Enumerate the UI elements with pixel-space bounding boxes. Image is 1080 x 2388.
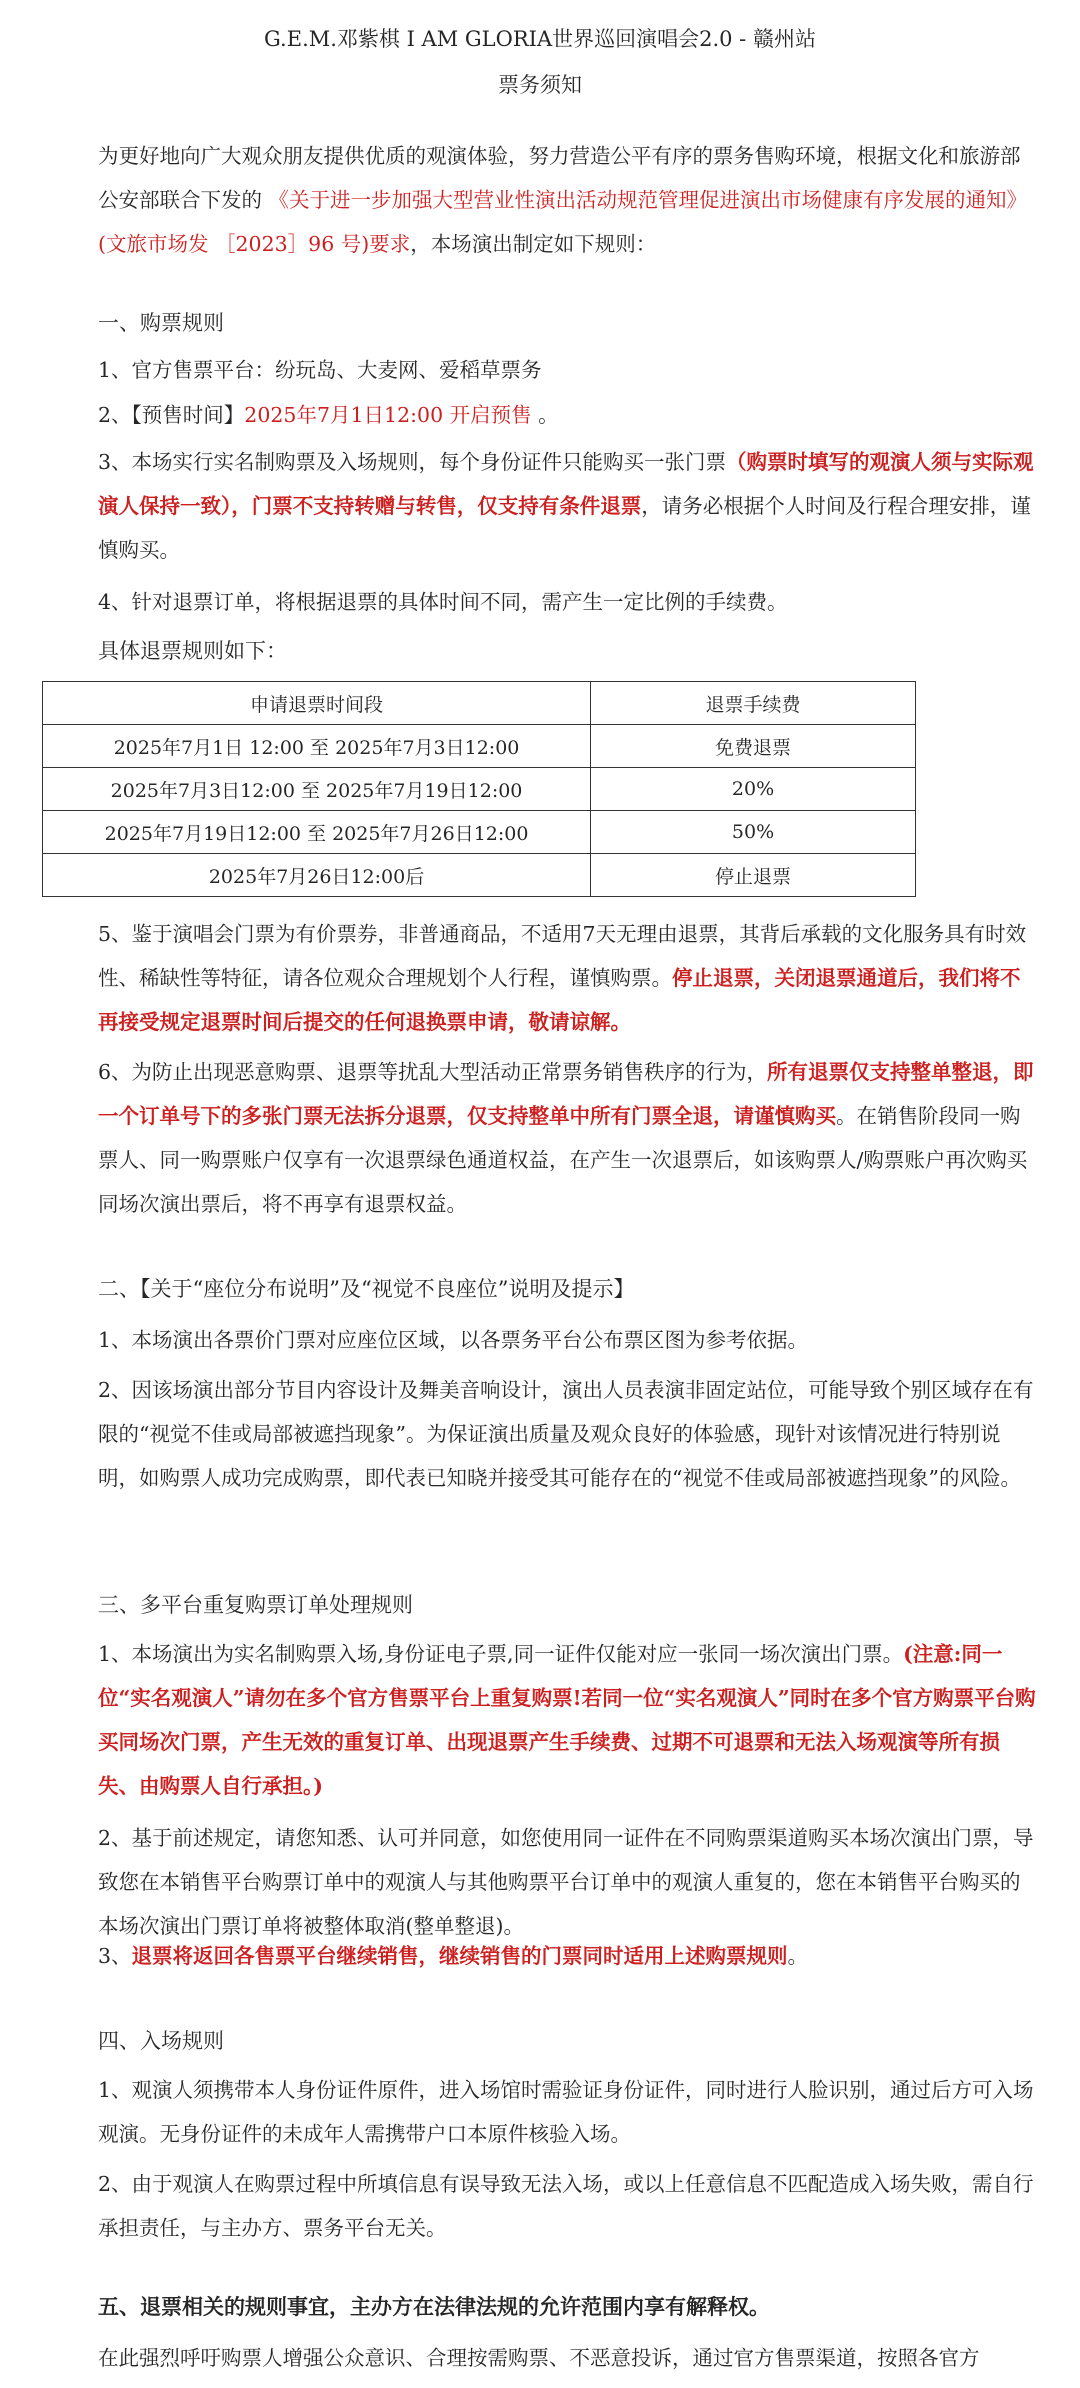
section2-item2: 2、因该场演出部分节目内容设计及舞美音响设计，演出人员表演非固定站位，可能导致个别区域存在有限的“视觉不佳或局部被遮挡现象”。为保证演出质量及观众良好的体验感，现针对该情况进行特别说明，如购票人成功完成购票，即代表已知晓并接受其可能存在的“视觉不佳或局部被遮挡现象”的风险。	[98, 1378, 1034, 1490]
section1-heading: 一、购票规则	[98, 311, 224, 335]
section4-item1: 1、观演人须携带本人身份证件原件，进入场馆时需验证身份证件，同时进行人脸识别，通过后方可入场观演。无身份证件的未成年人需携带户口本原件核验入场。	[98, 2078, 1034, 2146]
section5-text: 在此强烈呼吁购票人增强公众意识、合理按需购票、不恶意投诉，通过官方售票渠道，按照各官方	[98, 2346, 980, 2370]
item5-text-red: 停止退票，关闭退票通道后，我们将不再接受规定退票时间后提交的任何退换票申请，敬请谅解。	[98, 966, 1021, 1034]
s3-item1-text-a: 1、本场演出为实名制购票入场,身份证电子票,同一证件仅能对应一张同一场次演出门票。	[98, 1642, 904, 1666]
item3-text-a: 3、本场实行实名制购票及入场规则，每个身份证件只能购买一张门票	[98, 450, 727, 474]
presale-label: 2、【预售时间】	[98, 403, 245, 427]
table-row	[43, 725, 916, 768]
section3-item2: 2、基于前述规定，请您知悉、认可并同意，如您使用同一证件在不同购票渠道购买本场次演出门票，导致您在本销售平台购票订单中的观演人与其他购票平台订单中的观演人重复的，您在本销售平台购买的本场次演出门票订单将被整体取消(整单整退)。	[98, 1826, 1034, 1938]
section3-item3	[98, 1934, 1038, 1978]
row-fee: 20%	[591, 768, 916, 811]
intro-text-b: ，本场演出制定如下规则：	[410, 232, 657, 256]
item5-text-a: 5、鉴于演唱会门票为有价票券，非普通商品，不适用7天无理由退票，其背后承载的文化服务具有时效性、稀缺性等特征，请各位观众合理规划个人行程，谨慎购票。	[98, 922, 1027, 990]
section4-heading: 四、入场规则	[98, 2029, 224, 2053]
section3-item1	[98, 1632, 1038, 1808]
section1-item4: 4、针对退票订单，将根据退票的具体时间不同，需产生一定比例的手续费。	[98, 590, 788, 614]
item6-text-red: 所有退票仅支持整单整退，即一个订单号下的多张门票无法拆分退票，仅支持整单中所有门票全退，请谨慎购买	[98, 1060, 1034, 1128]
s3-item3-text-a: 3、	[98, 1944, 132, 1968]
header-period: 申请退票时间段	[43, 682, 591, 725]
presale-time: 2025年7月1日12:00 开启预售	[244, 403, 532, 427]
section1-item1: 1、官方售票平台：纷玩岛、大麦网、爱稻草票务	[98, 358, 542, 382]
row-fee: 免费退票	[591, 725, 916, 768]
presale-tail: 。	[531, 403, 559, 427]
header-fee: 退票手续费	[591, 682, 916, 725]
intro-text-a: 为更好地向广大观众朋友提供优质的观演体验，努力营造公平有序的票务售购环境，根据文化和旅游部公安部联合下发的	[98, 144, 1021, 212]
row-period: 2025年7月26日12:00后	[43, 854, 591, 897]
row-fee: 50%	[591, 811, 916, 854]
section1-item6	[98, 1050, 1038, 1226]
intro-text-red: 《关于进一步加强大型营业性演出活动规范管理促进演出市场健康有序发展的通知》(文旅市场发 ［2023］96 号)要求	[98, 188, 1028, 256]
section3-heading: 三、多平台重复购票订单处理规则	[98, 1593, 413, 1617]
item6-text-b: 。在销售阶段同一购票人、同一购票账户仅享有一次退票绿色通道权益，在产生一次退票后，如该购票人/购票账户再次购买同场次演出票后，将不再享有退票权益。	[98, 1104, 1028, 1216]
section2-item1: 1、本场演出各票价门票对应座位区域，以各票务平台公布票区图为参考依据。	[98, 1328, 809, 1352]
refund-rules-heading: 具体退票规则如下：	[98, 639, 287, 663]
s3-item3-text-b: 。	[787, 1944, 809, 1968]
page-subtitle: 票务须知	[498, 73, 582, 97]
section2-heading: 二、【关于“座位分布说明”及“视觉不良座位”说明及提示】	[98, 1277, 635, 1301]
table-row	[43, 768, 916, 811]
s3-item1-text-red: (注意:同一位“实名观演人”请勿在多个官方售票平台上重复购票!若同一位“实名观演人”同时在多个官方购票平台购买同场次门票，产生无效的重复订单、出现退票产生手续费、过期不可退票和无法入场观演等所有损失、由购票人自行承担。)	[98, 1642, 1036, 1798]
item3-text-red: （购票时填写的观演人须与实际观演人保持一致），门票不支持转赠与转售，仅支持有条件退票	[98, 450, 1034, 518]
section1-item3	[98, 440, 1038, 572]
row-period: 2025年7月19日12:00 至 2025年7月26日12:00	[43, 811, 591, 854]
table-row	[43, 854, 916, 897]
refund-table-header	[43, 682, 916, 725]
section1-item5	[98, 912, 1038, 1044]
row-period: 2025年7月1日 12:00 至 2025年7月3日12:00	[43, 725, 591, 768]
page-title: G.E.M.邓紫棋 I AM GLORIA世界巡回演唱会2.0 - 赣州站	[264, 27, 816, 51]
s3-item3-text-red: 退票将返回各售票平台继续销售，继续销售的门票同时适用上述购票规则	[131, 1944, 788, 1968]
section5-heading: 五、退票相关的规则事宜，主办方在法律法规的允许范围内享有解释权。	[98, 2294, 770, 2319]
section4-item2: 2、由于观演人在购票过程中所填信息有误导致无法入场，或以上任意信息不匹配造成入场失败，需自行承担责任，与主办方、票务平台无关。	[98, 2172, 1034, 2240]
section1-item2	[98, 393, 1038, 437]
table-row	[43, 811, 916, 854]
row-fee: 停止退票	[591, 854, 916, 897]
row-period: 2025年7月3日12:00 至 2025年7月19日12:00	[43, 768, 591, 811]
intro-paragraph	[98, 134, 1038, 266]
refund-table	[42, 681, 916, 897]
item3-text-b: ，请务必根据个人时间及行程合理安排，谨慎购买。	[98, 494, 1031, 562]
item6-text-a: 6、为防止出现恶意购票、退票等扰乱大型活动正常票务销售秩序的行为，	[98, 1060, 768, 1084]
